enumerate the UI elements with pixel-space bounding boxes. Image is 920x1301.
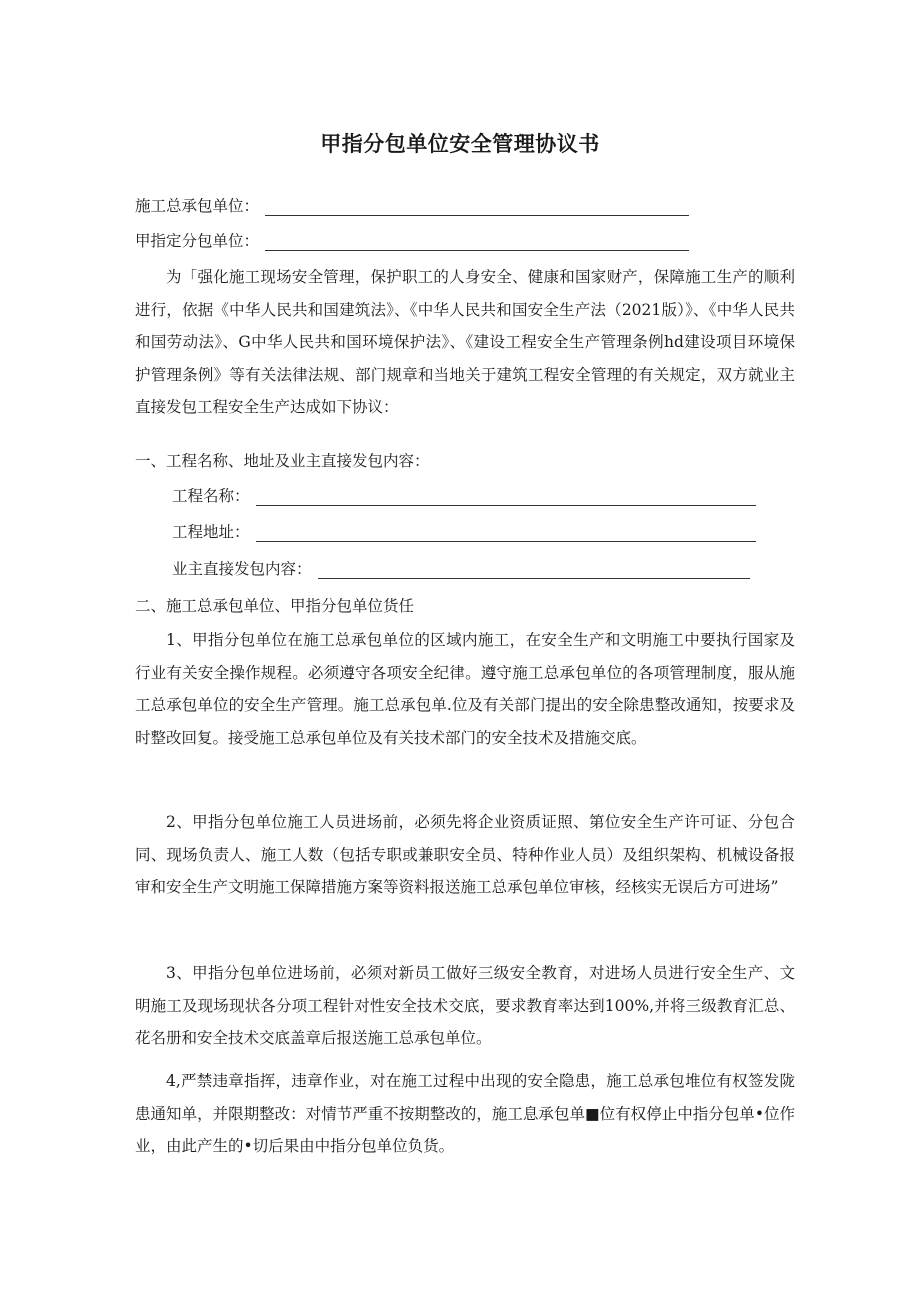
- project-address-blank[interactable]: [256, 527, 756, 542]
- designated-sub-label: 甲指定分包单位：: [135, 232, 260, 250]
- general-contractor-blank[interactable]: [265, 201, 689, 216]
- section-2-heading: 二、施工总承包单位、甲指分包单位货任: [135, 597, 415, 615]
- designated-sub-blank[interactable]: [265, 236, 689, 251]
- project-address-label: 工程地址：: [172, 523, 250, 541]
- section-1-heading: 一、工程名称、地址及业主直接发包内容：: [135, 452, 430, 470]
- project-name-blank[interactable]: [256, 491, 756, 506]
- project-name-field: [172, 486, 756, 506]
- intro-paragraph: 为「强化施工现场安全管理，保护职工的人身安全、健康和国家财产，保障施工生产的顺利进行，依据《中华人民共和国建筑法》、《中华人民共和国安全生产法（2021版）》、《中华人民共和国劳动法》、G中华人民共和国环境保护法》、《建设工程安全生产管理条例hd建设项目环境保护管理条例》等有关法律法规、部门规章和当地关于建筑工程安全管理的有关规定，双方就业主直接发包工程安全生产达成如下协议：: [135, 268, 795, 416]
- general-contractor-field: [135, 196, 689, 216]
- clause-1: 1、甲指分包单位在施工总承包单位的区域内施工，在安全生产和文明施工中要执行国家及行业有关安全操作规程。必须遵守各项安全纪律。遵守施工总承包单位的各项管理制度，服从施工总承包单位的安全生产管理。施工总承包单.位及有关部门提出的安全除患整改通知，按要求及时整改回复。接受施工总承包单位及有关技术部门的安全技术及措施交底。: [135, 631, 795, 747]
- clause-3: 3、甲指分包单位进场前，必须对新员工做好三级安全教育，对进场人员进行安全生产、文明施工及现场现状各分项工程针对性安全技术交底，要求教育率达到100%,并将三级教育汇总、花名册和安全技术交底盖章后报送施工总承包单位。: [135, 964, 795, 1047]
- clause-2: 2、甲指分包单位施工人员进场前，必须先将企业资质证照、第位安全生产许可证、分包合同、现场负责人、施工人数（包括专职或兼职安全员、特种作业人员）及组织架构、机械设备报审和安全生产文明施工保障措施方案等资料报送施工总承包单位审核，经核实无误后方可进场”: [135, 813, 795, 896]
- owner-direct-field: [172, 559, 750, 579]
- owner-direct-blank[interactable]: [318, 564, 750, 579]
- project-address-field: [172, 522, 756, 542]
- owner-direct-label: 业主直接发包内容：: [172, 560, 312, 578]
- document-title: 甲指分包单位安全管理协议书: [320, 132, 600, 156]
- general-contractor-label: 施工总承包单位：: [135, 197, 260, 215]
- clause-4: 4,严禁违章指挥，违章作业，对在施工过程中出现的安全隐患，施工总承包堆位有权签发陇患通知单，并限期整改：对情节严重不按期整改的，施工息承包单■位有权停止中指分包单•位作业，由此产生的•切后果由中指分包单位负货。: [135, 1072, 795, 1155]
- project-name-label: 工程名称：: [172, 487, 250, 505]
- designated-sub-field: [135, 231, 689, 251]
